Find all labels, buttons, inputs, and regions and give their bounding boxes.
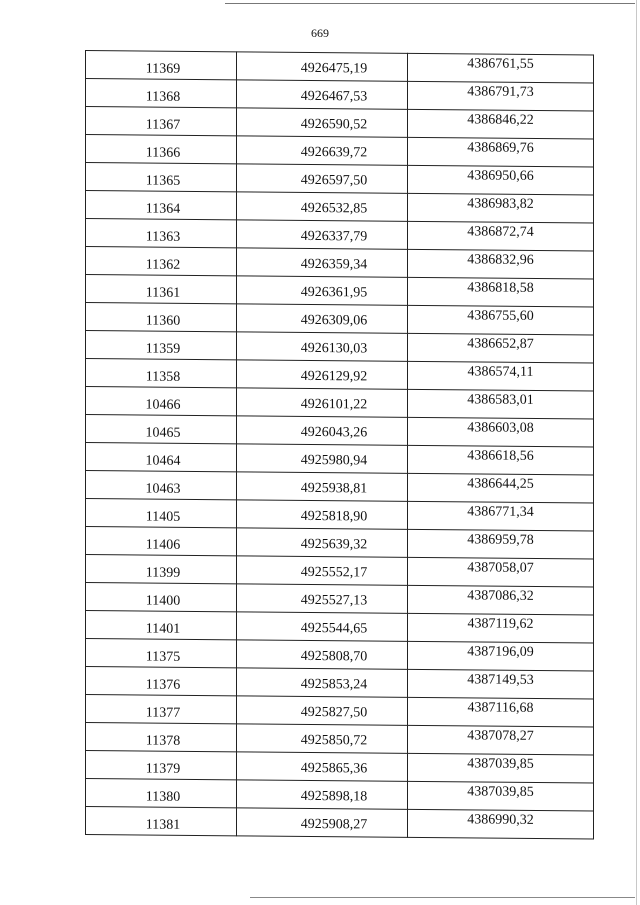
y-coordinate-cell [408,165,594,195]
x-coordinate-cell-text: 4926309,06 [300,312,368,329]
x-coordinate-cell [237,192,408,221]
table-row [86,303,594,335]
y-coordinate-cell [408,641,594,671]
x-coordinate-cell-text: 4926590,52 [300,116,368,133]
y-coordinate-cell-text: 4387119,62 [467,616,534,632]
y-coordinate-cell-text: 4387086,32 [467,588,534,604]
point-number-cell-text: 10464 [145,453,181,469]
x-coordinate-cell-text: 4926532,85 [300,200,368,217]
x-coordinate-cell [237,808,408,837]
x-coordinate-cell [237,304,408,333]
point-number-cell-text: 11381 [145,817,181,833]
point-number-cell [86,723,237,752]
table-row [86,583,594,615]
y-coordinate-cell [408,361,594,391]
y-coordinate-cell [408,333,594,363]
y-coordinate-cell-text: 4386983,82 [467,196,534,212]
x-coordinate-cell [237,780,408,809]
point-number-cell [86,219,237,248]
y-coordinate-cell-text: 4386574,11 [467,364,534,380]
y-coordinate-cell-text: 4386869,76 [467,140,534,156]
point-number-cell [86,555,237,584]
x-coordinate-cell-text: 4926361,95 [300,284,368,301]
x-coordinate-cell [237,276,408,305]
x-coordinate-cell [237,612,408,641]
table-row [86,443,594,475]
x-coordinate-cell-text: 4926101,22 [300,396,368,413]
table-row [86,275,594,307]
table-row [86,751,594,783]
y-coordinate-cell [408,445,594,475]
x-coordinate-cell-text: 4926337,79 [300,228,368,245]
table-row [86,107,594,139]
y-coordinate-cell [408,221,594,251]
y-coordinate-cell-text: 4386771,34 [467,504,534,520]
point-number-cell [86,695,237,724]
y-coordinate-cell [408,809,594,839]
y-coordinate-cell-text: 4386791,73 [467,84,534,100]
x-coordinate-cell [237,444,408,473]
table-row [86,51,594,83]
x-coordinate-cell [237,500,408,529]
table-row [86,555,594,587]
y-coordinate-cell-text: 4386959,78 [467,532,534,548]
point-number-cell-text: 11365 [145,173,181,189]
point-number-cell [86,611,237,640]
y-coordinate-cell-text: 4386583,01 [467,392,534,408]
point-number-cell-text: 11405 [145,509,181,525]
point-number-cell-text: 10465 [145,425,181,441]
y-coordinate-cell [408,585,594,615]
table-row [86,247,594,279]
table-row [86,191,594,223]
table-row [86,695,594,727]
x-coordinate-cell-text: 4926467,53 [300,88,368,105]
x-coordinate-cell-text: 4925853,24 [300,676,368,693]
x-coordinate-cell [237,332,408,361]
x-coordinate-cell-text: 4925527,13 [300,592,368,609]
x-coordinate-cell-text: 4925639,32 [300,536,368,553]
y-coordinate-cell [408,753,594,783]
y-coordinate-cell [408,81,594,111]
y-coordinate-cell [408,109,594,139]
x-coordinate-cell-text: 4925898,18 [300,788,368,805]
point-number-cell-text: 11400 [145,593,181,609]
point-number-cell-text: 11375 [145,649,181,665]
point-number-cell-text: 11376 [145,677,181,693]
y-coordinate-cell [408,193,594,223]
y-coordinate-cell-text: 4386818,58 [467,280,534,296]
x-coordinate-cell-text: 4925818,90 [300,508,368,525]
x-coordinate-cell [237,696,408,725]
point-number-cell [86,499,237,528]
x-coordinate-cell [237,80,408,109]
x-coordinate-cell [237,640,408,669]
x-coordinate-cell [237,164,408,193]
y-coordinate-cell [408,305,594,335]
x-coordinate-cell-text: 4925850,72 [300,732,368,749]
y-coordinate-cell-text: 4386603,08 [467,420,534,436]
y-coordinate-cell-text: 4386950,66 [467,168,534,184]
point-number-cell [86,387,237,416]
x-coordinate-cell [237,52,408,81]
x-coordinate-cell [237,584,408,613]
point-number-cell [86,135,237,164]
x-coordinate-cell [237,668,408,697]
x-coordinate-cell-text: 4925808,70 [300,648,368,665]
y-coordinate-cell [408,137,594,167]
point-number-cell-text: 11363 [145,229,181,245]
table-row [86,723,594,755]
point-number-cell-text: 11358 [145,369,181,385]
point-number-cell-text: 11369 [145,61,181,77]
y-coordinate-cell-text: 4387058,07 [467,560,534,576]
y-coordinate-cell [408,669,594,699]
table-row [86,415,594,447]
point-number-cell [86,807,237,836]
table-row [86,471,594,503]
point-number-cell [86,359,237,388]
y-coordinate-cell-text: 4386832,96 [467,252,534,268]
y-coordinate-cell-text: 4387196,09 [467,644,534,660]
x-coordinate-cell-text: 4925552,17 [300,564,368,581]
y-coordinate-cell [408,501,594,531]
point-number-cell-text: 11361 [145,285,181,301]
x-coordinate-cell [237,528,408,557]
point-number-cell-text: 11379 [145,761,181,777]
point-number-cell-text: 11406 [145,537,181,553]
x-coordinate-cell-text: 4926475,19 [300,60,368,77]
point-number-cell-text: 11364 [145,201,181,217]
y-coordinate-cell [408,529,594,559]
x-coordinate-cell [237,220,408,249]
point-number-cell [86,79,237,108]
table-row [86,667,594,699]
y-coordinate-cell-text: 4386644,25 [467,476,534,492]
point-number-cell [86,639,237,668]
x-coordinate-cell-text: 4925980,94 [300,452,368,469]
y-coordinate-cell-text: 4386872,74 [467,224,534,240]
point-number-cell [86,247,237,276]
y-coordinate-cell [408,417,594,447]
x-coordinate-cell-text: 4925908,27 [300,816,368,833]
y-coordinate-cell [408,473,594,503]
y-coordinate-cell-text: 4386846,22 [467,112,534,128]
table-row [86,219,594,251]
table-row [86,331,594,363]
top-scan-edge-line [225,3,635,4]
x-coordinate-cell-text: 4925544,65 [300,620,368,637]
bottom-scan-edge-line [250,897,635,898]
x-coordinate-cell [237,752,408,781]
x-coordinate-cell-text: 4926043,26 [300,424,368,441]
y-coordinate-cell [408,389,594,419]
table-row [86,163,594,195]
y-coordinate-cell-text: 4387078,27 [467,728,534,744]
x-coordinate-cell-text: 4926129,92 [300,368,368,385]
point-number-cell [86,51,237,80]
y-coordinate-cell [408,557,594,587]
x-coordinate-cell-text: 4926597,50 [300,172,368,189]
point-number-cell-text: 10466 [145,397,181,413]
table-row [86,387,594,419]
point-number-cell-text: 11367 [145,117,181,133]
coordinates-table-container [85,50,590,839]
x-coordinate-cell [237,136,408,165]
table-row [86,135,594,167]
y-coordinate-cell [408,781,594,811]
page-number: 669 [311,26,329,40]
point-number-cell-text: 11359 [145,341,181,357]
y-coordinate-cell [408,725,594,755]
x-coordinate-cell [237,724,408,753]
point-number-cell-text: 11368 [145,89,181,105]
x-coordinate-cell-text: 4925938,81 [300,480,368,497]
y-coordinate-cell-text: 4386652,87 [467,336,534,352]
point-number-cell [86,275,237,304]
y-coordinate-cell-text: 4387149,53 [467,672,534,688]
point-number-cell [86,415,237,444]
point-number-cell [86,331,237,360]
table-row [86,79,594,111]
point-number-cell [86,471,237,500]
y-coordinate-cell [408,697,594,727]
y-coordinate-cell-text: 4386761,55 [467,56,534,72]
y-coordinate-cell-text: 4387039,85 [467,784,534,800]
y-coordinate-cell [408,277,594,307]
point-number-cell [86,191,237,220]
point-number-cell [86,667,237,696]
point-number-cell-text: 11399 [145,565,181,581]
x-coordinate-cell [237,360,408,389]
x-coordinate-cell [237,556,408,585]
x-coordinate-cell-text: 4925865,36 [300,760,368,777]
right-scan-edge-line [636,0,637,905]
x-coordinate-cell [237,472,408,501]
point-number-cell [86,779,237,808]
table-row [86,359,594,391]
point-number-cell-text: 11362 [145,257,181,273]
x-coordinate-cell [237,388,408,417]
y-coordinate-cell-text: 4386755,60 [467,308,534,324]
table-row [86,807,594,839]
point-number-cell [86,527,237,556]
point-number-cell [86,583,237,612]
point-number-cell-text: 11380 [145,789,181,805]
x-coordinate-cell-text: 4925827,50 [300,704,368,721]
y-coordinate-cell-text: 4386618,56 [467,448,534,464]
point-number-cell-text: 11401 [145,621,181,637]
table-row [86,499,594,531]
y-coordinate-cell-text: 4387116,68 [467,700,534,716]
table-row [86,639,594,671]
y-coordinate-cell [408,613,594,643]
point-number-cell [86,443,237,472]
point-number-cell [86,303,237,332]
y-coordinate-cell-text: 4387039,85 [467,756,534,772]
point-number-cell-text: 11366 [145,145,181,161]
point-number-cell [86,107,237,136]
point-number-cell-text: 11378 [145,733,181,749]
x-coordinate-cell [237,416,408,445]
y-coordinate-cell-text: 4386990,32 [467,812,534,828]
y-coordinate-cell [408,53,594,83]
x-coordinate-cell-text: 4926130,03 [300,340,368,357]
coordinates-table [85,50,594,839]
table-body [86,51,594,839]
x-coordinate-cell [237,108,408,137]
y-coordinate-cell [408,249,594,279]
point-number-cell-text: 10463 [145,481,181,497]
table-row [86,779,594,811]
point-number-cell [86,751,237,780]
x-coordinate-cell [237,248,408,277]
point-number-cell-text: 11377 [145,705,181,721]
x-coordinate-cell-text: 4926639,72 [300,144,368,161]
point-number-cell [86,163,237,192]
table-row [86,527,594,559]
point-number-cell-text: 11360 [145,313,181,329]
x-coordinate-cell-text: 4926359,34 [300,256,368,273]
table-row [86,611,594,643]
